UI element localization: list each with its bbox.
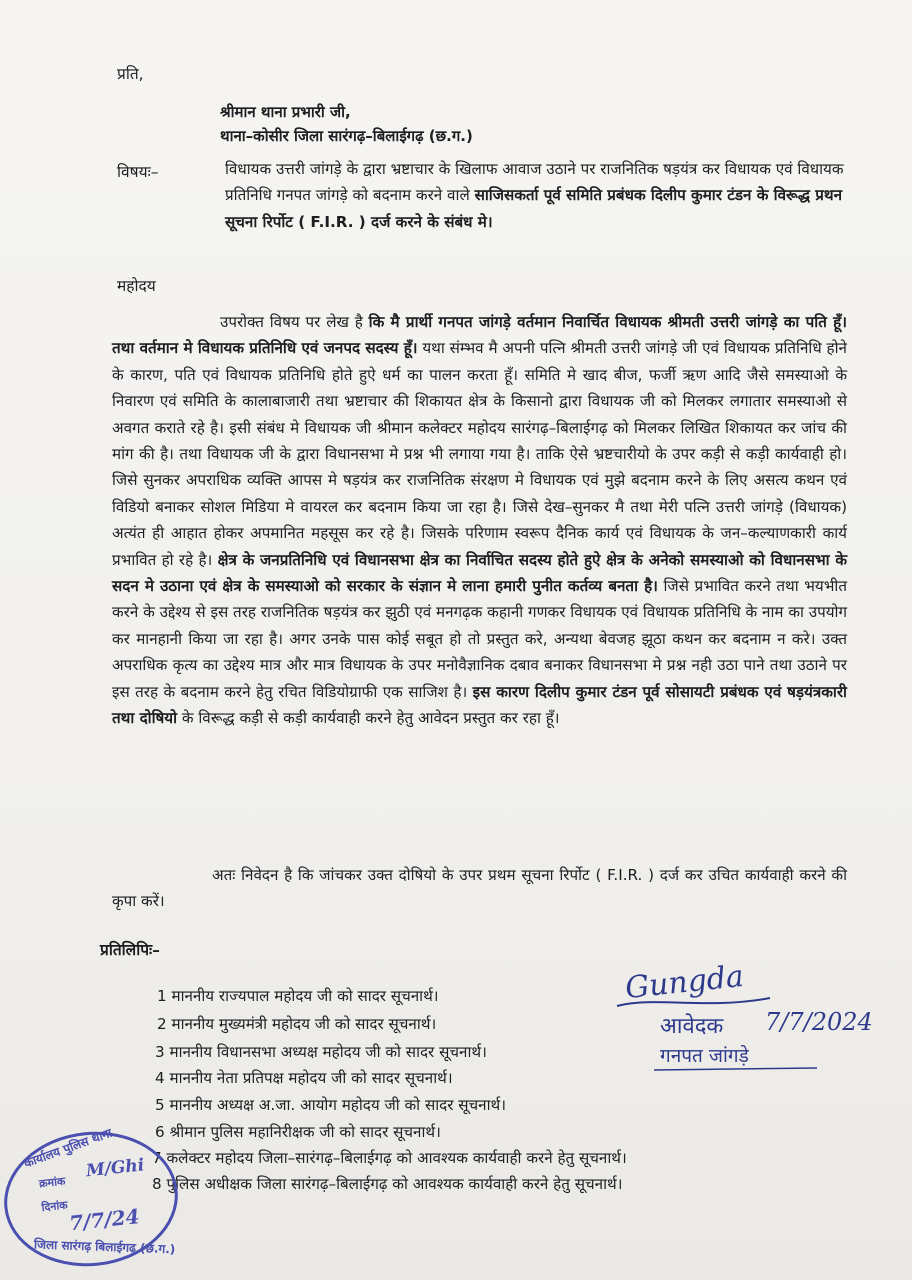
subject-label: विषयः– <box>117 163 159 181</box>
salutation: महोदय <box>117 277 156 295</box>
cc-item: 3 माननीय विधानसभा अध्यक्ष महोदय जी को सादर सूचनार्थ। <box>155 1043 487 1061</box>
cc-item: 1 माननीय राज्यपाल महोदय जी को सादर सूचनार्थ। <box>157 987 439 1005</box>
body-p1-d: क्षेत्र के जनप्रतिनिधि एवं विधानसभा क्षेत्र का निर्वाचित सदस्य होते हुऐ क्षेत्र के अनेको समस्याओ को विधानसभा के सदन मे उठाना एवं क्षेत्र के समस्याओ को सरकार के संज्ञान मे लाना हमारी पुनीत कर्तव्य बनता है। <box>112 550 847 596</box>
signature-date: 7/7/2024 <box>765 1008 873 1036</box>
body-p1-a: उपरोक्त विषय पर लेख है <box>220 313 369 331</box>
cc-label: प्रतिलिपिः– <box>100 941 160 959</box>
cc-item: 2 माननीय मुख्यमंत्री महोदय जी को सादर सूचनार्थ। <box>157 1015 437 1033</box>
stamp-serial-value: M/Ghi <box>85 1155 146 1182</box>
addressee-line-2: थाना–कोसीर जिला सारंगढ़–बिलाईगढ़ (छ.ग.) <box>220 127 473 145</box>
stamp-serial-label: क्रमांक <box>38 1174 66 1191</box>
subject-text <box>225 156 845 235</box>
stamp-date-label: दिनांक <box>40 1198 69 1215</box>
body-p1-g: के विरूद्ध कड़ी से कड़ी कार्यवाही करने हेतु आवेदन प्रस्तुत कर रहा हूँ। <box>177 709 560 728</box>
cc-item: 7 कलेक्टर महोदय जिला–सारंगढ़–बिलाईगढ़ को आवश्यक कार्यवाही करने हेतु सूचनार्थ। <box>152 1149 627 1167</box>
signature-name-underline <box>652 1064 822 1074</box>
addressee-line-1: श्रीमान थाना प्रभारी जी, <box>220 103 351 121</box>
body-p1-b: कि मै प्रार्थी गनपत जांगड़े वर्तमान निवार्चित विधायक श्रीमती उत्तरी जांगड़े का पति हूँ। तथा वर्तमान मे विधायक प्रतिनिधि एवं जनपद सदस्य हूँ। <box>112 313 847 358</box>
body-paragraph-2: अतः निवेदन है कि जांचकर उक्त दोषियो के उपर प्रथम सूचना रिर्पोट ( F.I.R. ) दर्ज कर उचित कार्यवाही करने की कृपा करें। <box>112 866 847 911</box>
signature-underline <box>615 992 775 1012</box>
cc-item: 6 श्रीमान पुलिस महानिरीक्षक जी को सादर सूचनार्थ। <box>155 1123 441 1141</box>
stamp-top-text: कार्यालय पुलिस थाना <box>22 1125 114 1171</box>
cc-item: 5 माननीय अध्यक्ष अ.जा. आयोग महोदय जी को सादर सूचनार्थ। <box>155 1096 506 1114</box>
body-p1-c: यथा संम्भव मै अपनी पत्नि श्रीमती उत्तरी जांगड़े जी एवं विधायक प्रतिनिधि होने के कारण, पति एवं विधायक प्रतिनिधि होते हुऐ धर्म का पालन करता हूँ। समिति मे खाद बीज, फर्जी ऋण आदि जैसे समस्याओ के निवारण एवं समिति के कालाबाजारी तथा भ्रष्टाचार की शिकायत क्षेत्र के किसानो द्वारा विधायक जी को मिलकर लगातार समस्याओ से अवगत कराते रहे है। इसी संबंध मे विधायक जी श्रीमान कलेक्टर महोदय सारंगढ़–बिलाईगढ़ को मिलकर लिखित शिकायत कर जांच की मांग की है। तथा विधायक जी के द्वारा विधानसभा मे प्रश्न भी लगाया गया है। ताकि ऐसे भ्रष्टचारीयो के उपर कड़ी से कड़ी कार्यवाही हो। जिसे सुनकर अपराधिक व्यक्ति आपस मे षड़यंत्र कर राजनितिक संरक्षण मे विधायक एवं मुझे बदनाम करने के लिए असत्य कथन एवं विडियो बनाकर सोशल मिडिया मे वायरल कर बदनाम किया जा रहा है। जिसे देख–सुनकर मै तथा मेरी पत्नि उत्तरी जांगड़े (विधायक) अत्यंत ही आहात होकर अपमानित महसूस कर रहे है। जिसके परिणाम स्वरूप दैनिक कार्य एवं विधायक के जन–कल्याणकारी कार्य प्रभावित हो रहे है। <box>112 339 847 569</box>
signature-scrawl: Gungda <box>623 958 746 1007</box>
signature-applicant: आवेदक <box>660 1014 724 1039</box>
body-p1-e: जिसे प्रभावित करने तथा भयभीत करने के उद्देश्य से इस तरह राजनितिक षड़यंत्र कर झुठी एवं मनगढ़क कहानी गणकर विधायक एवं विधायक प्रतिनिधि के नाम का उपयोग कर मानहानी किया जा रहा है। अगर उनके पास कोई सबूत हो तो प्रस्तुत करे, अन्यथा बेवजह झूठा कथन कर बदनाम न करे। उक्त अपराधिक कृत्य का उद्देश्य मात्र और मात्र विधायक के उपर मनोवैज्ञानिक दबाव बनाकर विधानसभा मे प्रश्न नही उठा पाने तथा उठाने पर इस तरह के बदनाम करने हेतु रचित विडियोग्राफी एक साजिश है। <box>112 577 847 701</box>
stamp-date-value: 7/7/24 <box>68 1204 141 1236</box>
to-label: प्रति, <box>117 65 144 83</box>
stamp-bottom-text: जिला सारंगढ़ बिलाईगढ़ (छ.ग.) <box>33 1237 176 1257</box>
subject-bold: साजिसकर्ता पूर्व समिति प्रबंधक दिलीप कुमार टंडन के विरूद्ध प्रथन सूचना रिर्पोट ( F.I.R. ) दर्ज करने के संबंध मे। <box>225 186 843 231</box>
body-paragraph-1 <box>112 309 847 732</box>
cc-item: 4 माननीय नेता प्रतिपक्ष महोदय जी को सादर सूचनार्थ। <box>155 1069 453 1087</box>
signature-name: गनपत जांगड़े <box>660 1045 749 1067</box>
subject-normal: विधायक उत्तरी जांगड़े के द्वारा भ्रष्टाचार के खिलाफ आवाज उठाने पर राजनितिक षड़यंत्र कर विधायक एवं विधायक प्रतिनिधि गनपत जांगड़े को बदनाम करने वाले <box>225 160 844 205</box>
cc-item: 8 पुलिस अधीक्षक जिला सारंगढ़–बिलाईगढ़ को आवश्यक कार्यवाही करने हेतु सूचनार्थ। <box>152 1175 623 1193</box>
body-p1-f: इस कारण दिलीप कुमार टंडन पूर्व सोसायटी प्रबंधक एवं षड़यंत्रकारी तथा दोषियो <box>112 682 847 728</box>
office-stamp <box>0 1123 185 1274</box>
